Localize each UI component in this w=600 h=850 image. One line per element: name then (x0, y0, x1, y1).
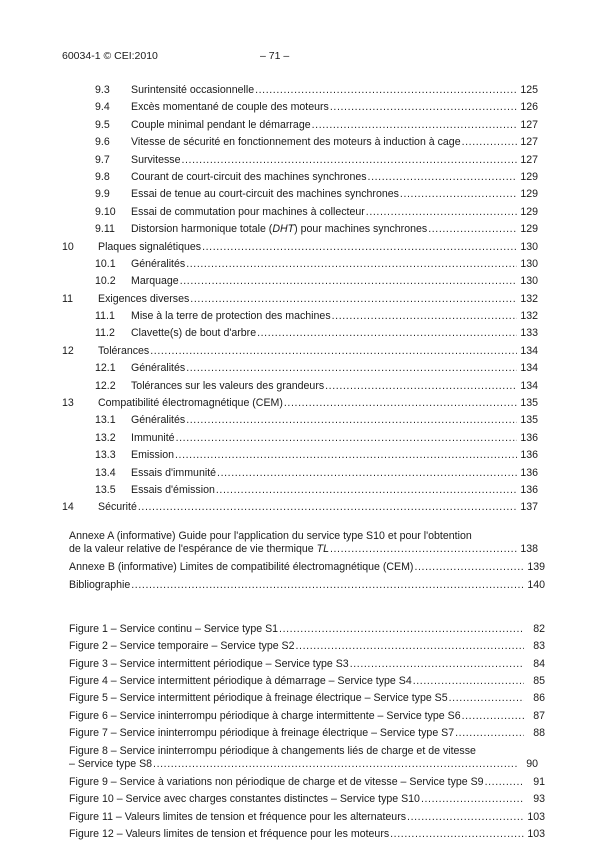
entry-page-number: 129 (520, 205, 538, 218)
toc-figure-entry[interactable] (62, 675, 545, 688)
clause-number: 9.8 (95, 170, 110, 183)
clause-number: 10.2 (95, 275, 116, 288)
entry-page-number: 84 (533, 657, 545, 670)
entry-page-number: 85 (533, 675, 545, 688)
leader-dots (186, 258, 517, 271)
annex-title-line-1: Annexe A (informative) Guide pour l'application du service type S10 et pour l'obtention (69, 529, 472, 542)
toc-clause-entry[interactable] (62, 362, 538, 375)
leader-dots (202, 241, 517, 254)
entry-page-number: 137 (520, 501, 538, 514)
figure-title: Figure 4 – Service intermittent périodique à démarrage – Service type S4 (69, 675, 412, 688)
toc-clause-entry[interactable] (62, 293, 538, 306)
clause-title: Généralités (131, 257, 186, 270)
clause-title: Mise à la terre de protection des machines (131, 310, 331, 323)
toc-annex-entry[interactable] (62, 530, 538, 557)
entry-page-number: 134 (520, 362, 538, 375)
toc-clause-entry[interactable] (62, 484, 538, 497)
toc-figure-entry[interactable] (62, 793, 545, 806)
entry-page-number: 88 (533, 727, 545, 740)
toc-clause-entry[interactable] (62, 467, 538, 480)
entry-page-number: 103 (527, 828, 545, 841)
leader-dots (332, 310, 517, 323)
figure-title: Figure 7 – Service ininterrompu périodique à freinage électrique – Service type S7 (69, 727, 455, 740)
toc-figure-entry[interactable] (62, 828, 545, 841)
toc-clause-entry[interactable] (62, 84, 538, 97)
toc-figure-entry[interactable] (62, 710, 545, 723)
leader-dots (407, 811, 524, 824)
annex-title: Annexe B (informative) Limites de compatibilité électromagnétique (CEM) (69, 561, 414, 574)
clause-title: Exigences diverses (98, 292, 190, 305)
clause-title: Généralités (131, 362, 186, 375)
entry-page-number: 136 (520, 449, 538, 462)
toc-clause-entry[interactable] (62, 380, 538, 393)
leader-dots (421, 793, 524, 806)
entry-page-number: 125 (520, 84, 538, 96)
entry-page-number: 132 (520, 292, 538, 305)
figure-title: Figure 3 – Service intermittent périodique – Service type S3 (69, 657, 349, 670)
toc-figure-entry[interactable] (62, 692, 545, 705)
leader-dots (284, 397, 517, 410)
clause-number: 9.5 (95, 118, 110, 131)
figure-title-line-1: Figure 8 – Service ininterrompu périodique à changements liés de charge et de vitesse (69, 744, 476, 757)
clause-title: Surintensité occasionnelle (131, 84, 255, 96)
entry-page-number: 139 (527, 561, 545, 574)
clause-number: 13.2 (95, 431, 116, 444)
leader-dots (180, 275, 517, 288)
leader-dots (150, 345, 517, 358)
entry-page-number: 90 (526, 758, 538, 771)
figure-title-continuation: – Service type S8 (69, 758, 153, 771)
entry-page-number: 93 (533, 793, 545, 806)
figure-title-line-2 (69, 758, 538, 772)
annex-title: Bibliographie (69, 578, 131, 591)
table-of-contents (62, 84, 545, 846)
leader-dots (312, 119, 517, 132)
entry-page-number: 133 (520, 327, 538, 340)
toc-clause-entry[interactable] (62, 414, 538, 427)
leader-dots (413, 675, 524, 688)
clause-title: Sécurité (98, 501, 137, 514)
figure-title: Figure 6 – Service ininterrompu périodique à charge intermittente – Service type S6 (69, 709, 461, 722)
leader-dots (428, 223, 517, 236)
entry-page-number: 134 (520, 379, 538, 392)
annex-title-line-2 (69, 543, 538, 557)
annex-entry-list (62, 529, 545, 592)
leader-dots (350, 658, 524, 671)
entry-page-number: 140 (527, 578, 545, 591)
toc-clause-entry[interactable] (62, 449, 538, 462)
leader-dots (390, 828, 524, 841)
leader-dots (462, 710, 524, 723)
clause-title: Tolérances sur les valeurs des grandeurs (131, 379, 325, 392)
leader-dots (368, 171, 517, 184)
clause-title: Marquage (131, 275, 179, 288)
clause-number: 10.1 (95, 257, 116, 270)
clause-number: 9.4 (95, 101, 110, 114)
toc-clause-entry[interactable] (62, 154, 538, 167)
leader-dots (455, 727, 524, 740)
leader-dots (462, 136, 517, 149)
leader-dots (330, 101, 517, 114)
entry-page-number: 130 (520, 240, 538, 253)
clause-number: 12.2 (95, 379, 116, 392)
figure-title: Figure 1 – Service continu – Service type S1 (69, 622, 279, 635)
clause-title: Immunité (131, 431, 175, 444)
entry-page-number: 127 (520, 136, 538, 149)
toc-clause-entry[interactable] (62, 136, 538, 149)
clause-number: 12 (62, 344, 74, 357)
entry-page-number: 103 (527, 810, 545, 823)
leader-dots (216, 484, 517, 497)
entry-page-number: 82 (533, 622, 545, 635)
clause-entry-list (62, 84, 538, 515)
leader-dots (153, 758, 517, 772)
page-number: – 71 – (260, 50, 290, 62)
clause-title: Essai de commutation pour machines à collecteur (131, 205, 365, 218)
entry-page-number: 130 (520, 275, 538, 288)
clause-number: 9.6 (95, 136, 110, 149)
leader-dots (257, 327, 517, 340)
toc-clause-entry[interactable] (62, 501, 538, 514)
clause-number: 9.11 (95, 223, 115, 236)
clause-title: Emission (131, 449, 174, 462)
clause-number: 12.1 (95, 362, 116, 375)
clause-title: Vitesse de sécurité en fonctionnement des moteurs à induction à cage (131, 136, 461, 149)
toc-clause-entry[interactable] (62, 206, 538, 219)
figure-title: Figure 5 – Service intermittent périodique à freinage électrique – Service type S5 (69, 692, 448, 705)
leader-dots (366, 206, 517, 219)
leader-dots (217, 467, 517, 480)
entry-page-number: 126 (520, 101, 538, 114)
entry-page-number: 129 (520, 170, 538, 183)
clause-title: Essais d'émission (131, 483, 215, 496)
leader-dots (138, 501, 517, 514)
entry-page-number: 91 (533, 776, 545, 789)
clause-number: 10 (62, 240, 74, 253)
leader-dots (255, 84, 517, 97)
toc-figure-entry[interactable] (62, 640, 545, 653)
toc-figure-entry[interactable] (62, 745, 538, 772)
toc-figure-entry[interactable] (62, 658, 545, 671)
clause-title: Excès momentané de couple des moteurs (131, 101, 329, 114)
clause-number: 14 (62, 501, 74, 514)
leader-dots (186, 414, 517, 427)
leader-dots (279, 623, 524, 636)
entry-page-number: 127 (520, 118, 538, 131)
figure-title: Figure 2 – Service temporaire – Service type S2 (69, 640, 295, 653)
toc-figure-entry[interactable] (62, 776, 545, 789)
clause-number: 11.1 (95, 310, 115, 323)
clause-title: Compatibilité électromagnétique (CEM) (98, 397, 283, 410)
toc-clause-entry[interactable] (62, 310, 538, 323)
leader-dots (400, 188, 517, 201)
entry-page-number: 136 (520, 483, 538, 496)
toc-clause-entry[interactable] (62, 241, 538, 254)
toc-annex-entry[interactable] (62, 579, 545, 592)
leader-dots (296, 640, 524, 653)
toc-clause-entry[interactable] (62, 171, 538, 184)
toc-figure-entry[interactable] (62, 727, 545, 740)
figure-spacer (62, 596, 538, 623)
toc-clause-entry[interactable] (62, 101, 538, 114)
clause-title: Essais d'immunité (131, 466, 217, 479)
entry-page-number: 135 (520, 414, 538, 427)
clause-number: 13 (62, 397, 74, 410)
clause-title: Distorsion harmonique totale (DHT) pour machines synchrones (131, 223, 428, 236)
entry-page-number: 138 (520, 543, 538, 556)
leader-dots (186, 362, 517, 375)
leader-dots (176, 432, 517, 445)
figure-entry-list (62, 622, 545, 841)
clause-number: 9.3 (95, 84, 110, 96)
entry-page-number: 134 (520, 344, 538, 357)
clause-title: Clavette(s) de bout d'arbre (131, 327, 257, 340)
toc-clause-entry[interactable] (62, 275, 538, 288)
annex-spacer (62, 519, 538, 530)
toc-clause-entry[interactable] (62, 397, 538, 410)
leader-dots (330, 543, 517, 557)
leader-dots (131, 579, 524, 592)
toc-clause-entry[interactable] (62, 223, 538, 236)
clause-title: Plaques signalétiques (98, 240, 202, 253)
clause-number: 11 (62, 292, 73, 305)
clause-title: Généralités (131, 414, 186, 427)
toc-clause-entry[interactable] (62, 327, 538, 340)
leader-dots (485, 776, 524, 789)
clause-number: 13.5 (95, 483, 116, 496)
entry-page-number: 87 (533, 709, 545, 722)
clause-title: Survitesse (131, 153, 181, 166)
clause-number: 11.2 (95, 327, 115, 340)
entry-page-number: 86 (533, 692, 545, 705)
entry-page-number: 83 (533, 640, 545, 653)
entry-page-number: 129 (520, 223, 538, 236)
leader-dots (325, 380, 517, 393)
clause-number: 13.4 (95, 466, 116, 479)
leader-dots (181, 154, 517, 167)
toc-annex-entry[interactable] (62, 561, 545, 574)
figure-title: Figure 12 – Valeurs limites de tension et fréquence pour les moteurs (69, 828, 390, 841)
annex-title-continuation: de la valeur relative de l'espérance de vie thermique TL (69, 543, 329, 556)
toc-clause-entry[interactable] (62, 258, 538, 271)
leader-dots (414, 561, 524, 574)
entry-page-number: 130 (520, 257, 538, 270)
entry-page-number: 136 (520, 431, 538, 444)
leader-dots (175, 449, 517, 462)
toc-clause-entry[interactable] (62, 188, 538, 201)
toc-figure-entry[interactable] (62, 623, 545, 636)
clause-number: 9.10 (95, 205, 116, 218)
clause-title: Essai de tenue au court-circuit des machines synchrones (131, 188, 399, 201)
clause-title: Couple minimal pendant le démarrage (131, 118, 311, 131)
entry-page-number: 136 (520, 466, 538, 479)
clause-title: Tolérances (98, 344, 150, 357)
leader-dots (190, 293, 517, 306)
clause-number: 9.7 (95, 153, 110, 166)
clause-number: 13.1 (95, 414, 116, 427)
figure-title: Figure 9 – Service à variations non périodique de charge et de vitesse – Service type S9 (69, 776, 484, 789)
toc-figure-entry[interactable] (62, 811, 545, 824)
document-identifier: 60034-1 © CEI:2010 (62, 50, 158, 62)
entry-page-number: 129 (520, 188, 538, 201)
clause-number: 9.9 (95, 188, 110, 201)
entry-page-number: 132 (520, 310, 538, 323)
figure-title: Figure 11 – Valeurs limites de tension et fréquence pour les alternateurs (69, 810, 407, 823)
clause-number: 13.3 (95, 449, 116, 462)
leader-dots (449, 692, 524, 705)
toc-clause-entry[interactable] (62, 432, 538, 445)
toc-clause-entry[interactable] (62, 119, 538, 132)
toc-clause-entry[interactable] (62, 345, 538, 358)
running-header (62, 50, 538, 66)
clause-title: Courant de court-circuit des machines synchrones (131, 170, 367, 183)
figure-title: Figure 10 – Service avec charges constantes distinctes – Service type S10 (69, 793, 420, 806)
entry-page-number: 135 (520, 397, 538, 410)
entry-page-number: 127 (520, 153, 538, 166)
